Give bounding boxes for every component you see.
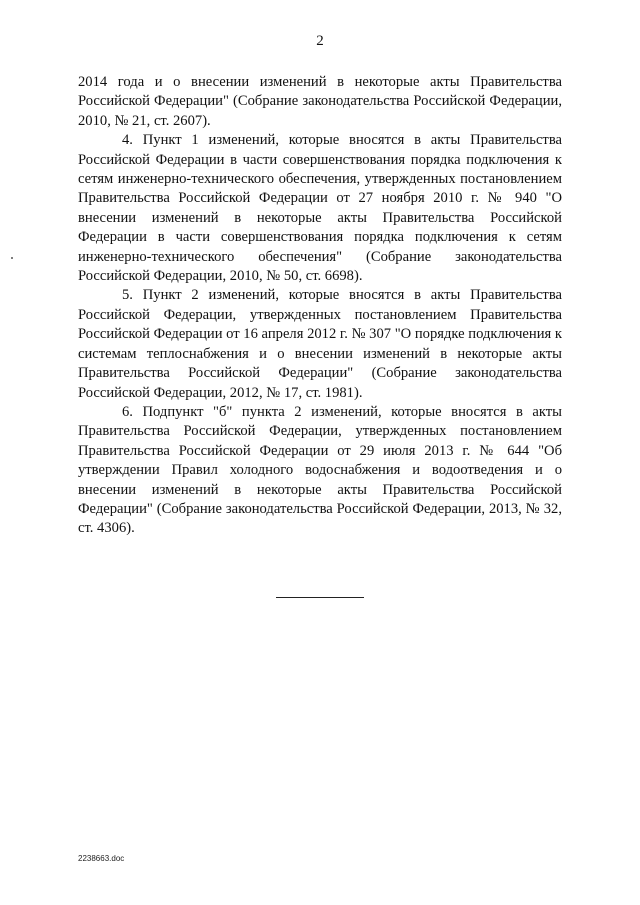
paragraph-item-5: 5. Пункт 2 изменений, которые вносятся в акты Правительства Российской Федерации, утвержденных постановлением Правительства Российской Федерации от 16 апреля 2012 г. № 307 "О порядке подключения к системам теплоснабжения и о внесении изменений в некоторые акты Правительства Российской Федерации" (Собрание законодательства Российской Федерации, 2012, № 17, ст. 1981). [78, 287, 562, 401]
scan-speck [11, 257, 13, 259]
end-separator-line [276, 597, 364, 598]
paragraph-item-4: 4. Пункт 1 изменений, которые вносятся в акты Правительства Российской Федерации в части совершенствования порядка подключения к сетям инженерно-технического обеспечения, утвержденных постановлением Правительства Российской Федерации от 27 ноября 2010 г. № 940 "О внесении изменений в некоторые акты Правительства Российской Федерации в части совершенствования порядка подключения к сетям инженерно-технического обеспечения" (Собрание законодательства Российской Федерации, 2010, № 50, ст. 6698). [78, 132, 562, 285]
footer-file-name: 2238663.doc [78, 854, 125, 863]
paragraph-continuation: 2014 года и о внесении изменений в некоторые акты Правительства Российской Федерации" (Собрание законодательства Российской Федерации, 2010, № 21, ст. 2607). [78, 74, 562, 129]
paragraph-item-6: 6. Подпункт "б" пункта 2 изменений, которые вносятся в акты Правительства Российской Федерации, утвержденных постановлением Правительства Российской Федерации от 29 июля 2013 г. № 644 "Об утверждении Правил холодного водоснабжения и водоотведения и о внесении изменений в некоторые акты Правительства Российской Федерации" (Собрание законодательства Российской Федерации, 2013, № 32, ст. 4306). [78, 403, 562, 537]
page-number: 2 [316, 33, 324, 49]
document-body [78, 73, 562, 539]
